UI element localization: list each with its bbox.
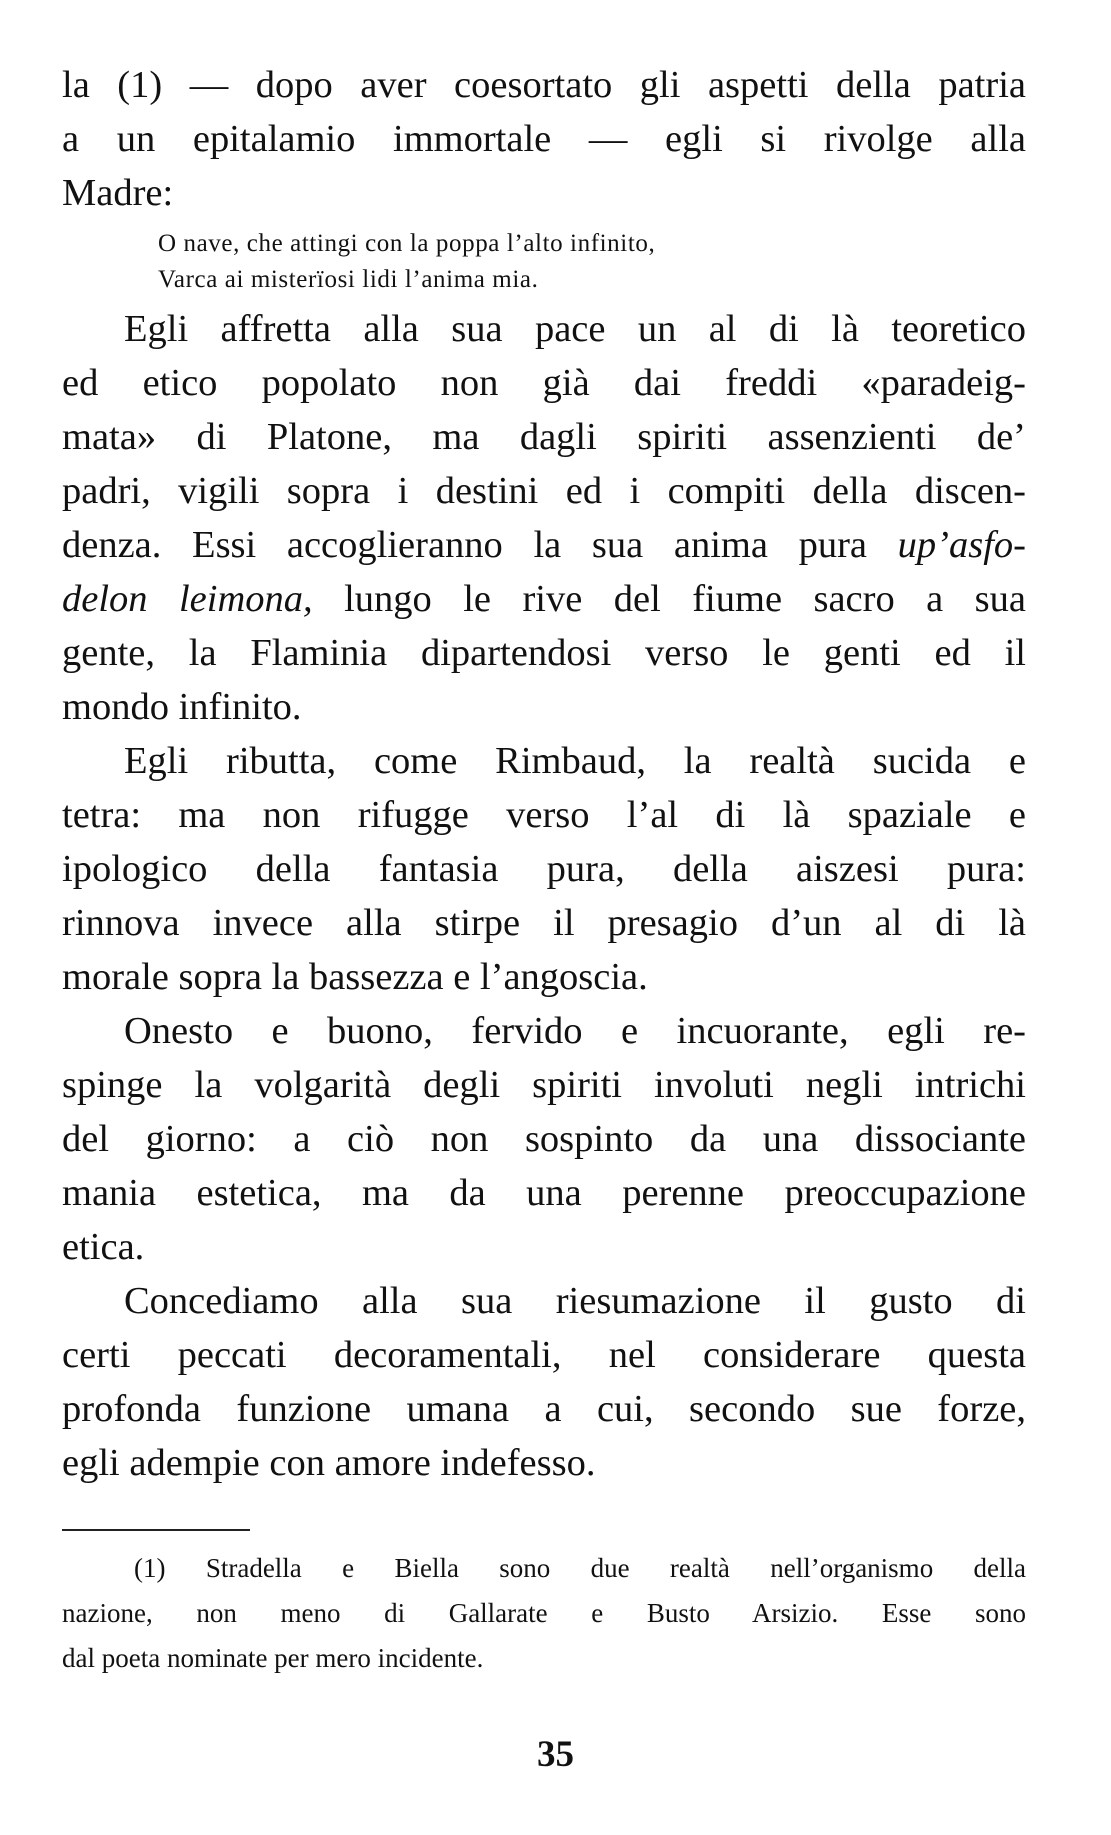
text-line: Egli affretta alla sua pace un al di là teoretico bbox=[124, 308, 1026, 350]
text-line: mania estetica, ma da una perenne preoccupazione bbox=[62, 1172, 1026, 1214]
text-segment: denza. Essi accoglieranno la sua anima pura bbox=[62, 524, 898, 566]
text-segment: lungo le rive del fiume sacro a sua bbox=[312, 578, 1026, 620]
text-line: Madre: bbox=[62, 172, 174, 214]
text-line: etica. bbox=[62, 1226, 145, 1268]
text-line: padri, vigili sopra i destini ed i compiti della discen- bbox=[62, 470, 1026, 512]
text-line: ed etico popolato non già dai freddi «paradeig- bbox=[62, 362, 1026, 404]
text-line: Egli ributta, come Rimbaud, la realtà sucida e bbox=[124, 740, 1026, 782]
text-line: rinnova invece alla stirpe il presagio d’un al di là bbox=[62, 902, 1026, 944]
paragraph-1 bbox=[62, 58, 1026, 220]
footnote-line: nazione, non meno di Gallarate e Busto Arsizio. Esse sono bbox=[62, 1598, 1026, 1628]
text-line: Onesto e buono, fervido e incuorante, egli re- bbox=[124, 1010, 1026, 1052]
text-line: Concediamo alla sua riesumazione il gusto di bbox=[124, 1280, 1026, 1322]
footnote-line: dal poeta nominate per mero incidente. bbox=[62, 1643, 484, 1673]
text-line: mata» di Platone, ma dagli spiriti assenzienti de’ bbox=[62, 416, 1026, 458]
text-line: morale sopra la bassezza e l’angoscia. bbox=[62, 956, 648, 998]
text-line: profonda funzione umana a cui, secondo sue forze, bbox=[62, 1388, 1026, 1430]
text-line: tetra: ma non rifugge verso l’al di là spaziale e bbox=[62, 794, 1026, 836]
verse-line: O nave, che attingi con la poppa l’alto infinito, bbox=[158, 230, 656, 257]
text-line: la (1) — dopo aver coesortato gli aspetti della patria bbox=[62, 64, 1026, 106]
text-line: certi peccati decoramentali, nel considerare questa bbox=[62, 1334, 1026, 1376]
paragraph-4 bbox=[62, 1004, 1026, 1274]
italic-greek-phrase: up’asfo- bbox=[897, 524, 1026, 566]
footnote-separator bbox=[62, 1529, 250, 1531]
text-line: a un epitalamio immortale — egli si rivolge alla bbox=[62, 118, 1026, 160]
text-line: gente, la Flaminia dipartendosi verso le genti ed il bbox=[62, 632, 1026, 674]
text-line: del giorno: a ciò non sospinto da una dissociante bbox=[62, 1118, 1026, 1160]
paragraph-5 bbox=[62, 1274, 1026, 1490]
footnote bbox=[62, 1546, 1026, 1681]
page-number: 35 bbox=[537, 1734, 574, 1775]
verse-line: Varca ai misterïosi lidi l’anima mia. bbox=[158, 266, 539, 293]
italic-greek-phrase: delon leimona, bbox=[62, 578, 313, 620]
paragraph-2 bbox=[62, 302, 1026, 734]
verse-quotation bbox=[62, 226, 1026, 298]
page-body bbox=[62, 58, 1026, 1490]
text-line: spinge la volgarità degli spiriti involuti negli intrichi bbox=[62, 1064, 1026, 1106]
paragraph-3 bbox=[62, 734, 1026, 1004]
text-line: mondo infinito. bbox=[62, 686, 302, 728]
text-line: ipologico della fantasia pura, della aiszesi pura: bbox=[62, 848, 1026, 890]
text-line bbox=[62, 572, 1026, 626]
text-line bbox=[62, 518, 1026, 572]
text-line: egli adempie con amore indefesso. bbox=[62, 1442, 596, 1484]
footnote-line: (1) Stradella e Biella sono due realtà nell’organismo della bbox=[134, 1553, 1026, 1583]
